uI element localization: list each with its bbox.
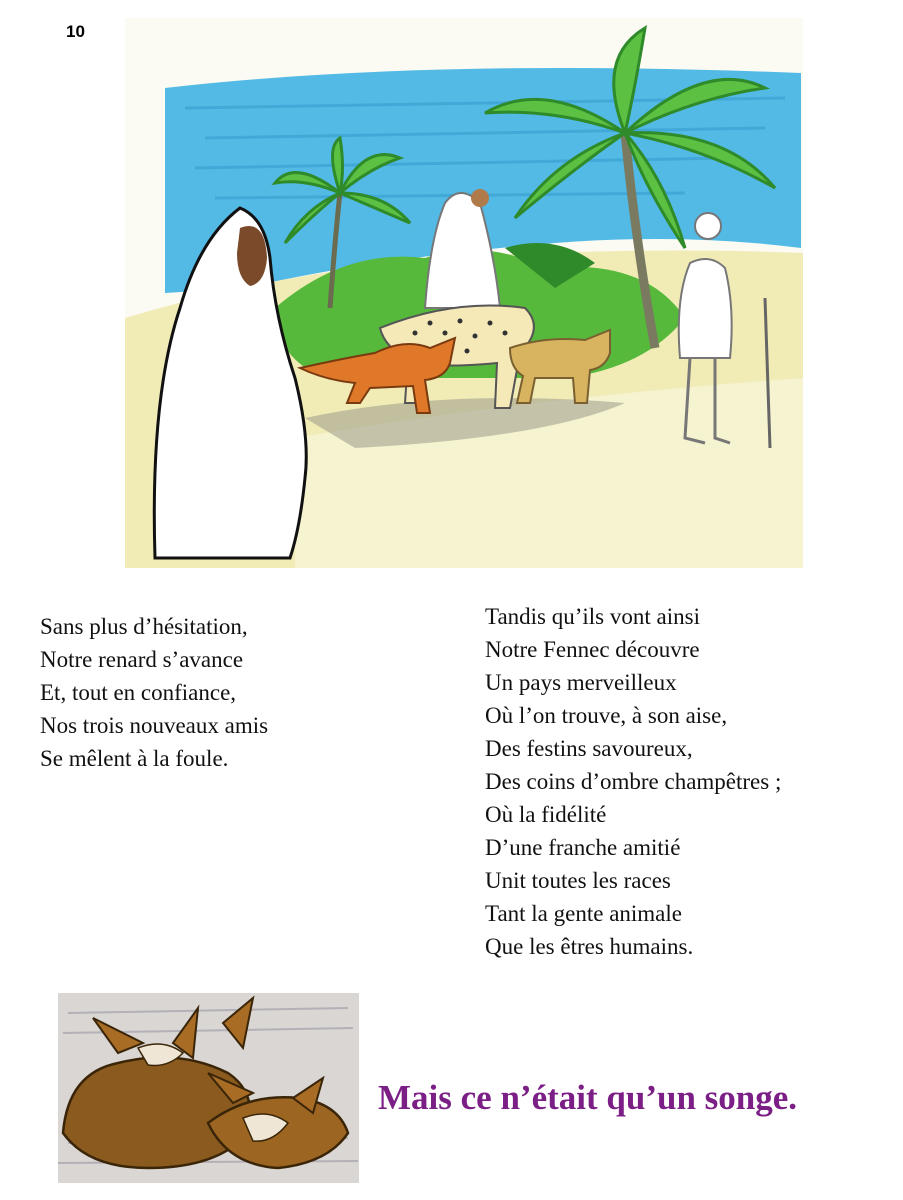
page-number: 10 <box>66 22 85 41</box>
verse-line: Tant la gente animale <box>485 901 682 926</box>
verse-line: Tandis qu’ils vont ainsi <box>485 604 700 629</box>
stanza-left <box>40 610 268 775</box>
verse-line: Se mêlent à la foule. <box>40 746 229 771</box>
verse-line: Que les êtres humains. <box>485 934 694 959</box>
verse-line: Des coins d’ombre champêtres ; <box>485 769 782 794</box>
stanza-right <box>485 600 781 963</box>
verse-line: Des festins savoureux, <box>485 736 693 761</box>
closing-line: Mais ce n’était qu’un songe. <box>378 1078 798 1117</box>
verse-line: Notre renard s’avance <box>40 647 244 672</box>
verse-line: Où la fidélité <box>485 802 607 827</box>
verse-line: Où l’on trouve, à son aise, <box>485 703 728 728</box>
verse-line: D’une franche amitié <box>485 835 681 860</box>
verse-line: Unit toutes les races <box>485 868 671 893</box>
verse-line: Notre Fennec découvre <box>485 637 700 662</box>
oasis-illustration <box>125 18 803 568</box>
verse-line: Et, tout en confiance, <box>40 680 237 705</box>
verse-line: Nos trois nouveaux amis <box>40 713 269 738</box>
verse-line: Sans plus d’hésitation, <box>40 614 248 639</box>
verse-line: Un pays merveilleux <box>485 670 677 695</box>
sleeping-fennec-illustration <box>58 993 359 1183</box>
